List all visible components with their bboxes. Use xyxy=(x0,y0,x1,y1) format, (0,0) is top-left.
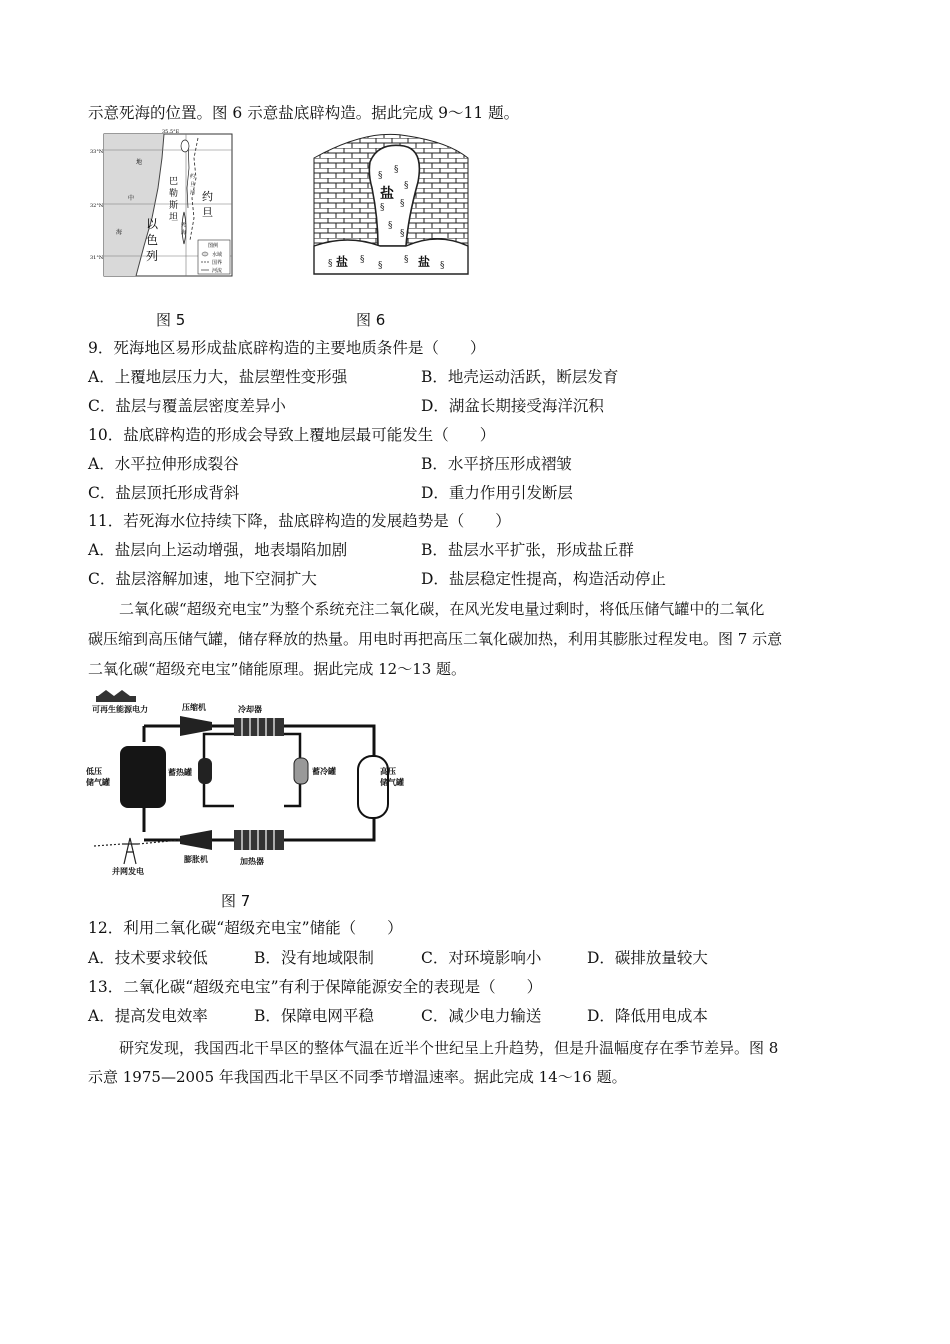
intro-line: 示意死海的位置。图 6 示意盐底辟构造。据此完成 9～11 题。 xyxy=(88,104,520,122)
svg-text:§: § xyxy=(394,165,399,175)
fig7-expander-label: 膨胀机 xyxy=(184,855,208,864)
svg-text:§: § xyxy=(404,255,409,265)
q13-stem: 13．二氧化碳“超级充电宝”有利于保障能源安全的表现是（ ） xyxy=(88,978,543,996)
fig7-grid-label: 并网发电 xyxy=(112,867,144,876)
q12-option-d: D．碳排放量较大 xyxy=(587,949,708,967)
q9-option-a: A．上覆地层压力大，盐层塑性变形强 xyxy=(88,368,348,386)
fig5-caption: 图 5 xyxy=(156,311,186,329)
fig7-low-tank-label-1: 低压 xyxy=(86,767,102,776)
fig5-river-1: 约 xyxy=(190,174,196,180)
fig6-salt-right: 盐 xyxy=(418,255,431,269)
q11-option-c: C．盐层溶解加速，地下空洞扩大 xyxy=(88,570,317,588)
fig7-low-tank-label-2: 储气罐 xyxy=(86,778,110,787)
q9-stem: 9．死海地区易形成盐底辟构造的主要地质条件是（ ） xyxy=(88,339,486,357)
fig5-israel-2: 色 xyxy=(146,233,159,247)
fig5-deadsea-2: 海 xyxy=(181,230,187,236)
para2-line-1: 二氧化碳“超级充电宝”为整个系统充注二氧化碳，在风光发电量过剩时，将低压储气罐中的二氧化 xyxy=(119,600,765,618)
fig5-lat-31: 31°N xyxy=(90,255,104,261)
fig5-deadsea-1: 死 xyxy=(181,222,187,228)
fig5-legend-border: 国界 xyxy=(212,260,223,266)
svg-text:§: § xyxy=(440,261,445,271)
fig5-legend-title: 图例 xyxy=(208,243,219,249)
fig5-river-2: 旦 xyxy=(190,182,196,188)
q10-option-b: B．水平挤压形成褶皱 xyxy=(421,455,572,473)
fig5-legend-water: 水域 xyxy=(212,252,223,258)
q11-option-a: A．盐层向上运动增强，地表塌陷加剧 xyxy=(88,541,348,559)
fig5-palestine-2: 勒 xyxy=(169,189,179,199)
q10-stem: 10．盐底辟构造的形成会导致上覆地层最可能发生（ ） xyxy=(88,426,496,444)
figure-5-map xyxy=(88,128,238,284)
q12-option-a: A．技术要求较低 xyxy=(88,949,208,967)
fig5-palestine-4: 坦 xyxy=(169,213,179,223)
fig7-renewable-label: 可再生能源电力 xyxy=(92,705,148,714)
q12-option-c: C．对环境影响小 xyxy=(421,949,542,967)
fig7-high-tank-label-1: 高压 xyxy=(380,767,396,776)
svg-text:§: § xyxy=(378,171,383,181)
fig5-lon-label: 35.5°E xyxy=(162,129,180,135)
fig7-heat-tank-label: 蓄热罐 xyxy=(168,768,192,777)
svg-text:§: § xyxy=(400,229,405,239)
fig5-lat-32: 32°N xyxy=(90,203,104,209)
svg-text:§: § xyxy=(400,199,405,209)
q10-option-a: A．水平拉伸形成裂谷 xyxy=(88,455,239,473)
q13-option-b: B．保障电网平稳 xyxy=(254,1007,374,1025)
para3-line-2: 示意 1975—2005 年我国西北干旱区不同季节增温速率。据此完成 14～16 题。 xyxy=(88,1068,627,1086)
svg-text:§: § xyxy=(388,221,393,231)
q9-option-b: B．地壳运动活跃，断层发育 xyxy=(421,368,619,386)
fig5-sea-3: 海 xyxy=(116,229,123,236)
q10-option-c: C．盐层顶托形成背斜 xyxy=(88,484,240,502)
para2-line-2: 碳压缩到高压储气罐，储存释放的热量。用电时再把高压二氧化碳加热，利用其膨胀过程发电。图 7 示意 xyxy=(88,630,783,648)
q11-option-b: B．盐层水平扩张，形成盐丘群 xyxy=(421,541,634,559)
fig6-salt-center: 盐 xyxy=(380,186,394,202)
fig7-high-tank-label-2: 储气罐 xyxy=(380,778,404,787)
q12-stem: 12．利用二氧化碳“超级充电宝”储能（ ） xyxy=(88,919,403,937)
para3-line-1: 研究发现，我国西北干旱区的整体气温在近半个世纪呈上升趋势，但是升温幅度存在季节差异。图 8 xyxy=(119,1039,779,1057)
q9-option-c: C．盐层与覆盖层密度差异小 xyxy=(88,397,286,415)
fig5-sea-2: 中 xyxy=(128,195,135,202)
svg-text:§: § xyxy=(378,261,383,271)
svg-text:§: § xyxy=(404,181,409,191)
q11-stem: 11．若死海水位持续下降，盐底辟构造的发展趋势是（ ） xyxy=(88,512,511,530)
fig6-caption: 图 6 xyxy=(356,311,386,329)
fig7-caption: 图 7 xyxy=(221,892,251,910)
fig5-jordan-1: 约 xyxy=(202,190,213,203)
fig5-palestine-1: 巴 xyxy=(169,177,179,187)
q13-option-c: C．减少电力输送 xyxy=(421,1007,542,1025)
q13-option-a: A．提高发电效率 xyxy=(88,1007,208,1025)
figure-7-co2-storage xyxy=(84,688,414,882)
fig5-river-3: 河 xyxy=(190,190,196,196)
fig5-palestine-3: 斯 xyxy=(169,201,179,211)
svg-text:§: § xyxy=(328,259,333,269)
q9-option-d: D．湖盆长期接受海洋沉积 xyxy=(421,397,604,415)
fig7-heater-label: 加热器 xyxy=(240,857,264,866)
fig5-israel-3: 列 xyxy=(146,249,159,263)
fig7-cold-tank-label: 蓄冷罐 xyxy=(312,767,336,776)
para2-line-3: 二氧化碳“超级充电宝”储能原理。据此完成 12～13 题。 xyxy=(88,660,467,678)
fig5-legend-river: 河流 xyxy=(212,268,223,274)
fig5-sea-1: 地 xyxy=(136,159,143,166)
fig6-salt-left: 盐 xyxy=(336,255,349,269)
figure-6-salt-diapir xyxy=(308,128,472,284)
fig7-cooler-label: 冷却器 xyxy=(238,705,262,714)
fig7-compressor-label: 压缩机 xyxy=(182,703,206,712)
q12-option-b: B．没有地域限制 xyxy=(254,949,374,967)
q13-option-d: D．降低用电成本 xyxy=(587,1007,708,1025)
q11-option-d: D．盐层稳定性提高，构造活动停止 xyxy=(421,570,666,588)
fig5-israel-1: 以 xyxy=(146,217,159,231)
fig5-jordan-2: 旦 xyxy=(202,206,213,219)
svg-text:§: § xyxy=(380,203,385,213)
fig5-lat-33: 33°N xyxy=(90,149,104,155)
svg-text:§: § xyxy=(360,255,365,265)
q10-option-d: D．重力作用引发断层 xyxy=(421,484,573,502)
